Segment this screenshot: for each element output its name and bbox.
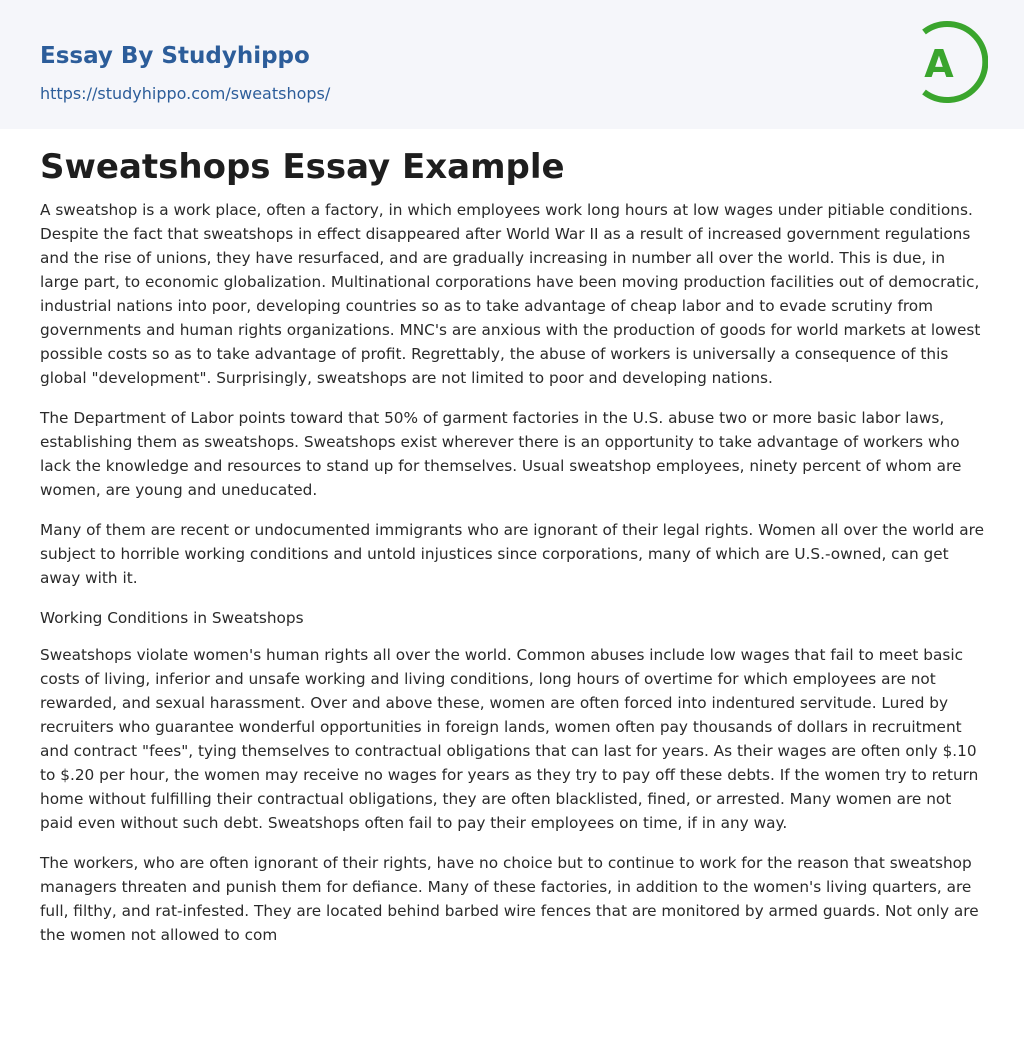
paragraph-3: Many of them are recent or undocumented immigrants who are ignorant of their legal rights. Women all over the world are subject to horrible working conditions and untold injustices since corporations, many of which are U.S.-owned, can get away with it. bbox=[40, 521, 984, 587]
studyhippo-logo-icon[interactable] bbox=[910, 18, 988, 106]
article-body bbox=[40, 144, 984, 963]
section-heading: Working Conditions in Sweatshops bbox=[40, 609, 304, 627]
paragraph-5: The workers, who are often ignorant of their rights, have no choice but to continue to work for the reason that sweatshop managers threaten and punish them for defiance. Many of these factories, in addition to the women's living quarters, are full, filthy, and rat-infested. They are located behind barbed wire fences that are monitored by armed guards. Not only are the women not allowed to com bbox=[40, 854, 979, 944]
brand-url-link[interactable]: https://studyhippo.com/sweatshops/ bbox=[40, 84, 331, 103]
paragraph-1: A sweatshop is a work place, often a factory, in which employees work long hours at low wages under pitiable conditions. Despite the fact that sweatshops in effect disappeared after World War II as a result of increased government regulations and the rise of unions, they have resurfaced, and are gradually increasing in number all over the world. This is due, in large part, to economic globalization. Multinational corporations have been moving production facilities out of democratic, industrial nations into poor, developing countries so as to take advantage of cheap labor and to evade scrutiny from governments and human rights organizations. MNC's are anxious with the production of goods for world markets at lowest possible costs so as to take advantage of profit. Regrettably, the abuse of workers is universally a consequence of this global "development". Surprisingly, sweatshops are not limited to poor and developing nations. bbox=[40, 201, 981, 387]
paragraph-4: Sweatshops violate women's human rights all over the world. Common abuses include low wages that fail to meet basic costs of living, inferior and unsafe working and living conditions, long hours of overtime for which employees are not rewarded, and sexual harassment. Over and above these, women are often forced into indentured servitude. Lured by recruiters who guarantee wonderful opportunities in foreign lands, women often pay thousands of dollars in recruitment and contract "fees", tying themselves to contractual obligations that can last for years. As their wages are often only $.10 to $.20 per hour, the women may receive no wages for years as they try to pay off these debts. If the women try to return home without fulfilling their contractual obligations, they are often blacklisted, fined, or arrested. Many women are not paid even without such debt. Sweatshops often fail to pay their employees on time, if in any way. bbox=[40, 646, 979, 832]
site-header bbox=[0, 0, 1024, 129]
brand-title[interactable]: Essay By Studyhippo bbox=[40, 43, 310, 69]
logo-letter: A bbox=[924, 42, 954, 86]
paragraph-2: The Department of Labor points toward that 50% of garment factories in the U.S. abuse two or more basic labor laws, establishing them as sweatshops. Sweatshops exist wherever there is an opportunity to take advantage of workers who lack the knowledge and resources to stand up for themselves. Usual sweatshop employees, ninety percent of whom are women, are young and uneducated. bbox=[40, 409, 962, 499]
page-title: Sweatshops Essay Example bbox=[40, 147, 565, 187]
